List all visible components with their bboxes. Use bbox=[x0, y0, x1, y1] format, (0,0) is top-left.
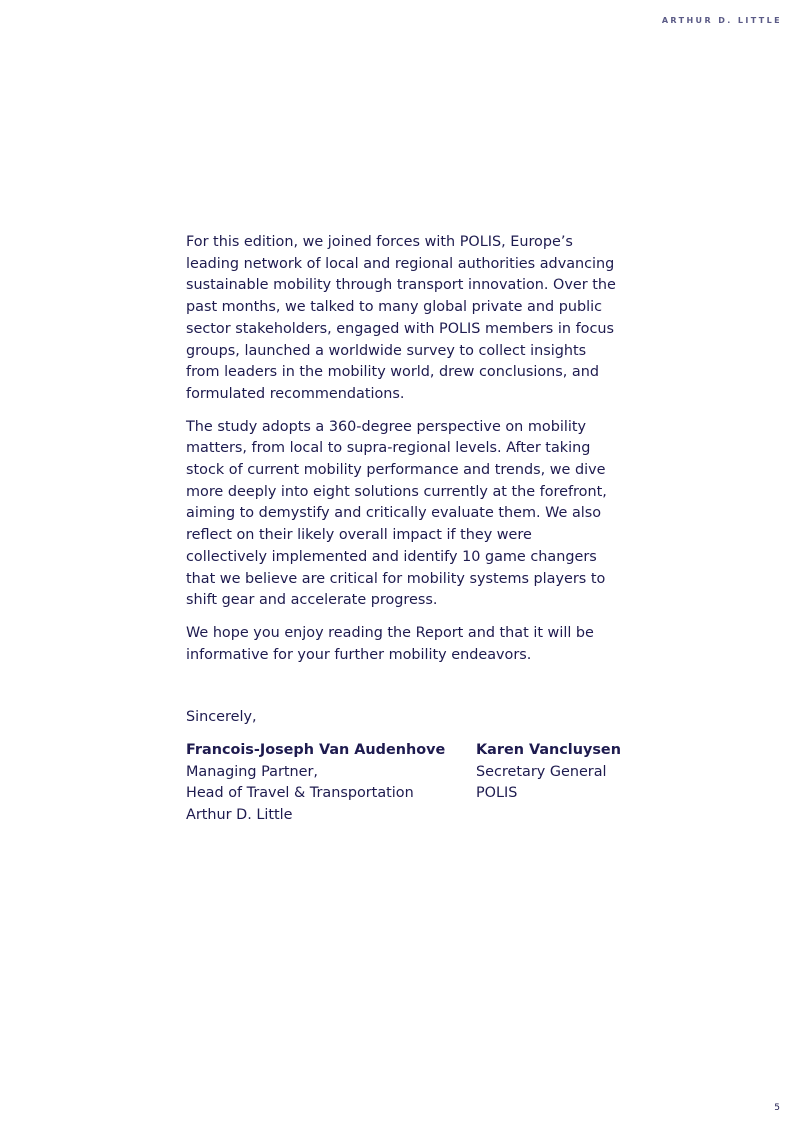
header-brand: ARTHUR D. LITTLE bbox=[661, 16, 782, 25]
signatory-title: Managing Partner, bbox=[186, 763, 319, 780]
signatory-role: Head of Travel & Transportation bbox=[186, 785, 414, 802]
paragraph-closing-wish: We hope you enjoy reading the Report and that it will be informative for your further mobility endeavors. bbox=[186, 624, 594, 663]
signatory-name: Francois-Joseph Van Audenhove bbox=[186, 742, 446, 758]
signatory-organization: POLIS bbox=[476, 785, 518, 802]
signatory-name: Karen Vancluysen bbox=[476, 742, 621, 758]
signatory-title: Secretary General bbox=[476, 763, 607, 780]
paragraph-study: The study adopts a 360-degree perspective on mobility matters, from local to supra-regional levels. After taking stock of current mobility performance and trends, we dive more deeply into eight solutions currently at the forefront, aiming to demystify and critically evaluate them. We also reflect on their likely overall impact if they were collectively implemented and identify 10 game changers that we believe are critical for mobility systems players to shift gear and accelerate progress. bbox=[186, 418, 607, 609]
page-number: 5 bbox=[774, 1103, 780, 1113]
letter-body bbox=[186, 232, 616, 677]
signatory-vancluysen bbox=[476, 740, 626, 805]
signatory-van-audenhove bbox=[186, 740, 476, 827]
signatory-organization: Arthur D. Little bbox=[186, 807, 293, 824]
closing-salutation: Sincerely, bbox=[186, 709, 257, 725]
paragraph-intro: For this edition, we joined forces with POLIS, Europe’s leading network of local and regional authorities advancing sustainable mobility through transport innovation. Over the past months, we talked to many global private and public sector stakeholders, engaged with POLIS members in focus groups, launched a worldwide survey to collect insights from leaders in the mobility world, drew conclusions, and formulated recommendations. bbox=[186, 234, 616, 402]
